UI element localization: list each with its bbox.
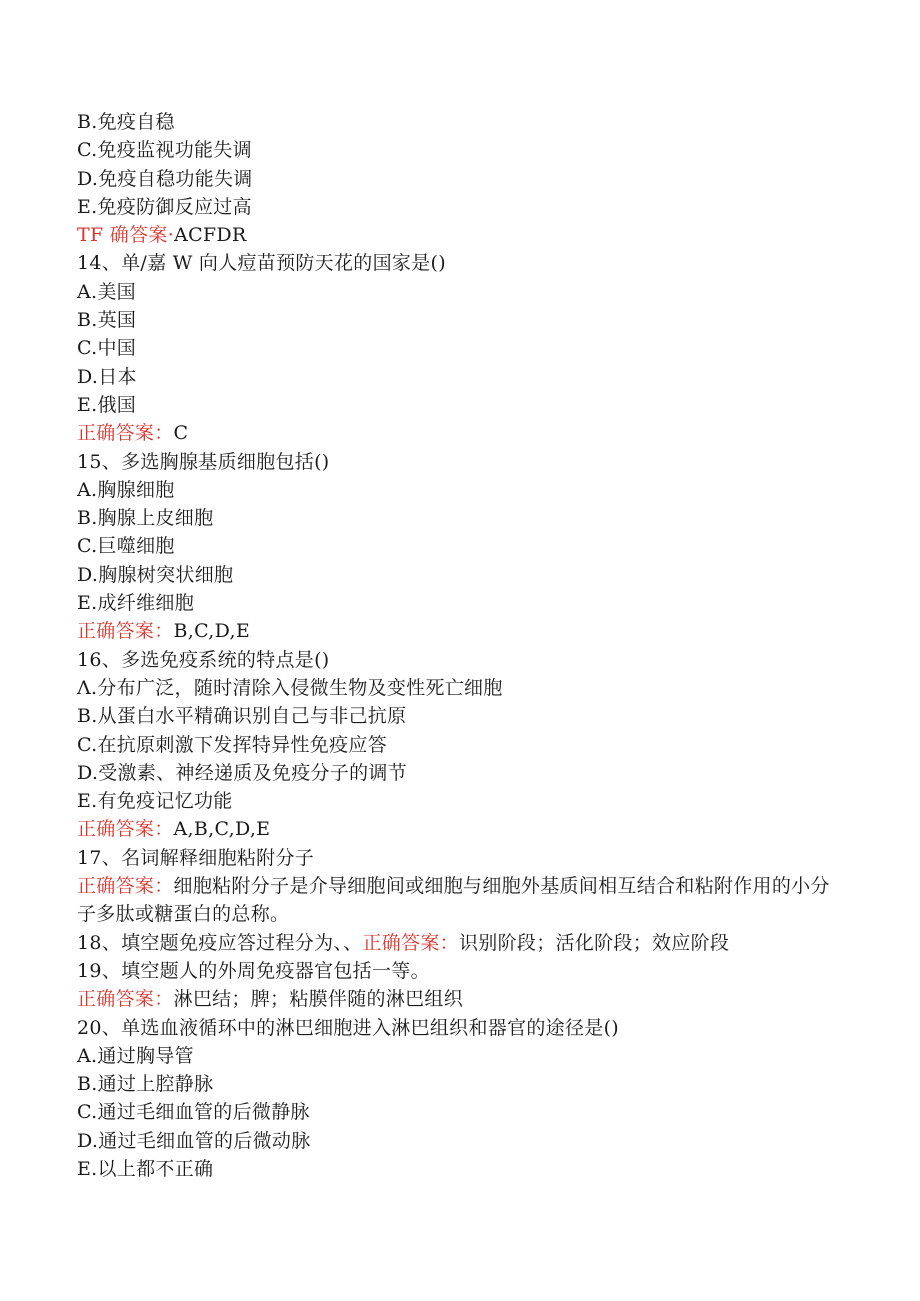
question-line — [77, 1042, 837, 1070]
line-text: E.成纤维细胞 — [77, 592, 195, 615]
answer-line — [77, 929, 837, 957]
line-text: 识别阶段；活化阶段；效应阶段 — [459, 931, 730, 954]
line-text: D.通过毛细血管的后微动脉 — [77, 1129, 311, 1152]
line-text: D.日本 — [77, 365, 137, 388]
question-line — [77, 646, 837, 674]
answer-label: 正确答案： — [77, 422, 174, 445]
line-text: B.英国 — [77, 309, 137, 332]
question-line — [77, 589, 837, 617]
line-text: D.免疫自稳功能失调 — [77, 167, 253, 190]
line-text: 14、单/嘉 W 向人痘苗预防天花的国家是() — [77, 252, 446, 275]
line-text: E.以上都不正确 — [77, 1157, 214, 1180]
question-line — [77, 1098, 837, 1126]
line-text: C — [173, 422, 189, 445]
line-text: Λ.分布广泛，随时清除入侵微生物及变性死亡细胞 — [77, 676, 503, 699]
question-line — [77, 391, 837, 419]
question-line — [77, 165, 837, 193]
line-text: ACFDR — [174, 224, 247, 247]
document-body — [77, 108, 837, 1183]
line-text: 细胞粘附分子是介导细胞间或细胞与细胞外基质间相互结合和粘附作用的小分子多肽或糖蛋白的总称。 — [77, 875, 830, 926]
line-text: A.通过胸导管 — [77, 1044, 194, 1067]
line-text: B.从蛋白水平精确识别自己与非己抗原 — [77, 705, 407, 728]
line-text: D.胸腺树突状细胞 — [77, 563, 234, 586]
line-text: A,B,C,D,E — [173, 818, 271, 841]
line-text: B.胸腺上皮细胞 — [77, 507, 214, 530]
answer-line — [77, 872, 837, 929]
answer-line — [77, 617, 837, 645]
question-line — [77, 476, 837, 504]
question-line — [77, 731, 837, 759]
line-text: A.胸腺细胞 — [77, 478, 175, 501]
line-text: 19、填空题人的外周免疫器官包括一等。 — [77, 959, 430, 982]
line-text: A.美国 — [77, 280, 136, 303]
line-text: 淋巴结；脾；粘膜伴随的淋巴组织 — [173, 988, 464, 1011]
question-line — [77, 759, 837, 787]
question-line — [77, 532, 837, 560]
question-line — [77, 561, 837, 589]
question-line — [77, 1155, 837, 1183]
question-line — [77, 957, 837, 985]
answer-line — [77, 985, 837, 1013]
question-line — [77, 193, 837, 221]
question-line — [77, 136, 837, 164]
line-text: 16、多选免疫系统的特点是() — [77, 648, 330, 671]
question-prefix: 18、填空题免疫应答过程分为、、 — [77, 931, 363, 954]
answer-line — [77, 815, 837, 843]
answer-label: TF 确答案· — [77, 224, 175, 247]
question-line — [77, 702, 837, 730]
question-line — [77, 504, 837, 532]
line-text: 17、名词解释细胞粘附分子 — [77, 846, 315, 869]
question-line — [77, 844, 837, 872]
answer-line — [77, 419, 837, 447]
answer-line — [77, 221, 837, 249]
line-text: C.通过毛细血管的后微静脉 — [77, 1101, 310, 1124]
question-line — [77, 363, 837, 391]
line-text: C.中国 — [77, 337, 137, 360]
answer-label: 正确答案： — [77, 875, 174, 898]
line-text: B,C,D,E — [173, 620, 250, 643]
question-line — [77, 306, 837, 334]
answer-label: 正确答案： — [77, 818, 174, 841]
line-text: C.巨噬细胞 — [77, 535, 175, 558]
line-text: B.免疫自稳 — [77, 111, 175, 133]
question-line — [77, 448, 837, 476]
line-text: C.免疫监视功能失调 — [77, 139, 252, 162]
line-text: E.俄国 — [77, 393, 137, 416]
line-text: B.通过上腔静脉 — [77, 1073, 214, 1096]
question-line — [77, 108, 837, 136]
question-line — [77, 278, 837, 306]
question-line — [77, 674, 837, 702]
line-text: E.免疫防御反应过高 — [77, 195, 252, 218]
line-text: E.有免疫记忆功能 — [77, 790, 233, 813]
answer-label: 正确答案： — [77, 988, 174, 1011]
question-line — [77, 787, 837, 815]
question-line — [77, 249, 837, 277]
line-text: 15、多选胸腺基质细胞包括() — [77, 450, 330, 473]
question-line — [77, 1014, 837, 1042]
question-line — [77, 334, 837, 362]
answer-label: 正确答案： — [362, 931, 459, 954]
line-text: D.受激素、神经递质及免疫分子的调节 — [77, 761, 407, 784]
line-text: 20、单选血液循环中的淋巴细胞进入淋巴组织和器官的途径是() — [77, 1016, 620, 1039]
question-line — [77, 1070, 837, 1098]
question-line — [77, 1127, 837, 1155]
line-text: C.在抗原刺激下发挥特异性免疫应答 — [77, 733, 388, 756]
answer-label: 正确答案： — [77, 620, 174, 643]
